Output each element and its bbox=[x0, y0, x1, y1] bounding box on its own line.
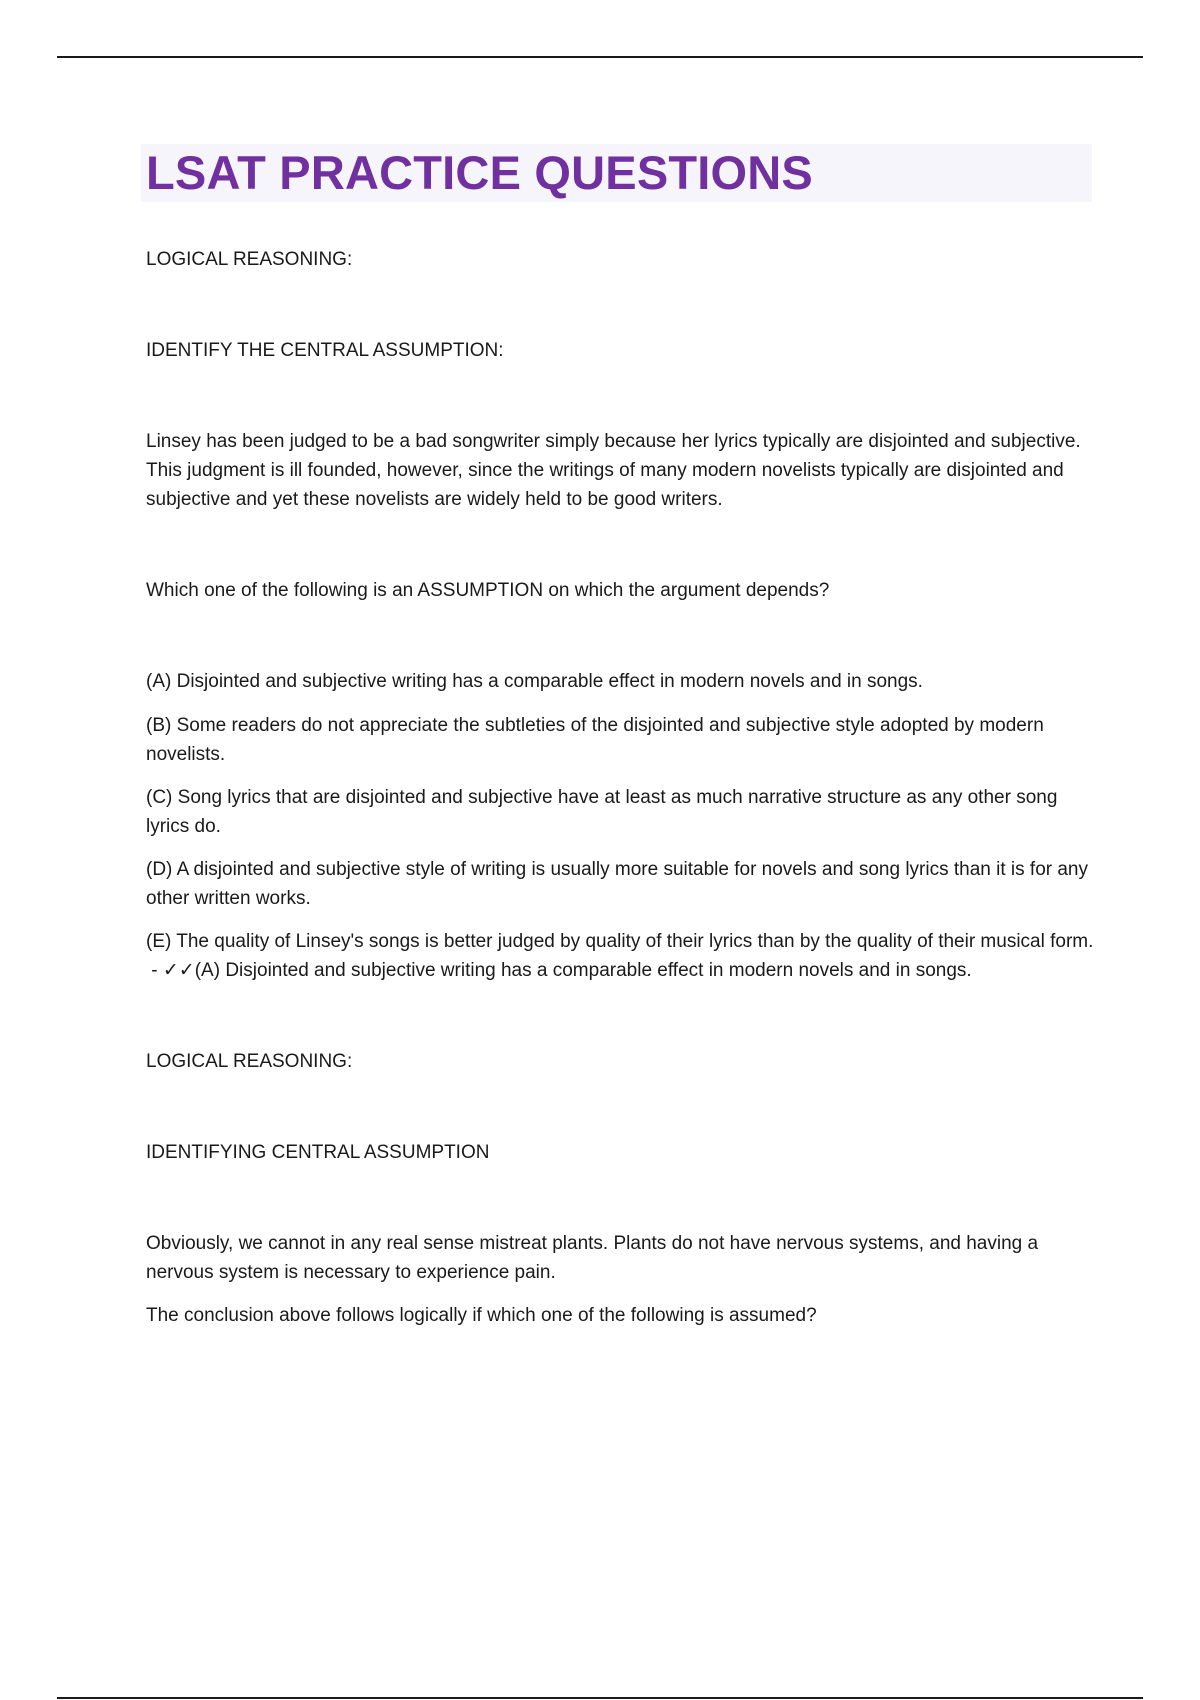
q1-type-label: IDENTIFY THE CENTRAL ASSUMPTION: bbox=[146, 340, 504, 361]
q1-choice-e-with-answer bbox=[146, 927, 1094, 985]
q2-prompt: The conclusion above follows logically if which one of the following is assumed? bbox=[146, 1305, 817, 1326]
document-body bbox=[146, 245, 1094, 1330]
top-rule bbox=[57, 56, 1143, 58]
q1-choice-d: (D) A disjointed and subjective style of writing is usually more suitable for novels and song lyrics than it is for any other written works. bbox=[146, 859, 1089, 909]
bottom-rule bbox=[57, 1697, 1143, 1699]
q1-section-label: LOGICAL REASONING: bbox=[146, 249, 353, 270]
double-check-icon: ✓✓ bbox=[162, 959, 195, 981]
q1-choice-a: (A) Disjointed and subjective writing has a comparable effect in modern novels and in songs. bbox=[146, 671, 923, 692]
q2-type-label: IDENTIFYING CENTRAL ASSUMPTION bbox=[146, 1142, 490, 1163]
q2-stimulus: Obviously, we cannot in any real sense mistreat plants. Plants do not have nervous systems, and having a nervous system is necessary to experience pain. bbox=[146, 1233, 1039, 1283]
q1-choice-b: (B) Some readers do not appreciate the subtleties of the disjointed and subjective style adopted by modern novelists. bbox=[146, 715, 1044, 765]
q1-answer: (A) Disjointed and subjective writing has a comparable effect in modern novels and in songs. bbox=[194, 960, 972, 981]
document-title: LSAT PRACTICE QUESTIONS bbox=[146, 146, 813, 199]
q2-section-label: LOGICAL REASONING: bbox=[146, 1051, 353, 1072]
q1-stimulus: Linsey has been judged to be a bad songwriter simply because her lyrics typically are disjointed and subjective. This judgment is ill founded, however, since the writings of many modern novelists typically are disjointed and subjective and yet these novelists are widely held to be good writers. bbox=[146, 431, 1081, 510]
q1-prompt: Which one of the following is an ASSUMPTION on which the argument depends? bbox=[146, 580, 830, 601]
q1-choice-e: (E) The quality of Linsey's songs is better judged by quality of their lyrics than by the quality of their musical form. bbox=[146, 931, 1094, 952]
answer-separator: - bbox=[146, 960, 163, 981]
q1-choice-c: (C) Song lyrics that are disjointed and subjective have at least as much narrative structure as any other song lyrics do. bbox=[146, 787, 1058, 837]
